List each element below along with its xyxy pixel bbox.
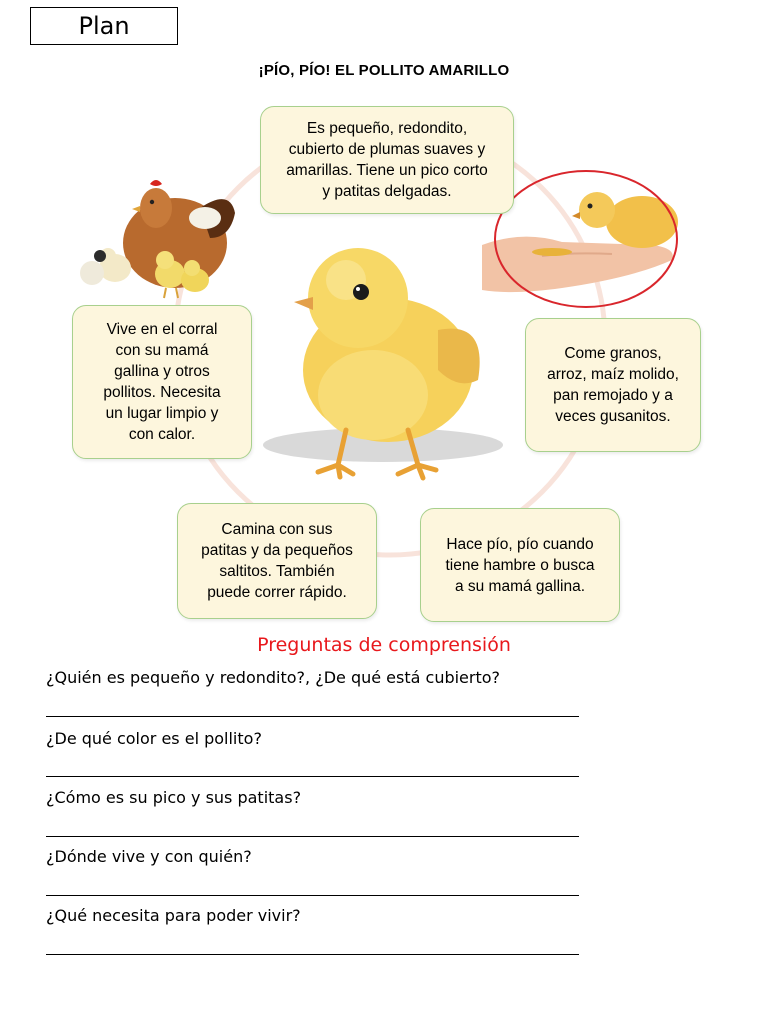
chick-eating-from-hand-image — [482, 160, 702, 315]
worksheet-title: ¡PÍO, PÍO! EL POLLITO AMARILLO — [258, 62, 510, 79]
card-movement-text: Camina con sus patitas y da pequeños saltitos. También puede correr rápido. — [201, 521, 353, 601]
hen-with-chicks-image — [70, 168, 238, 303]
yellow-chick-image — [258, 240, 508, 490]
answer-line-3[interactable] — [46, 836, 579, 837]
card-description-text: Es pequeño, redondito, cubierto de plumas suaves y amarillas. Tiene un pico corto y patitas delgadas. — [286, 120, 488, 200]
question-4: ¿Dónde vive y con quién? — [46, 847, 252, 866]
questions-title: Preguntas de comprensión — [257, 634, 511, 656]
question-3: ¿Cómo es su pico y sus patitas? — [46, 788, 302, 807]
question-1: ¿Quién es pequeño y redondito?, ¿De qué está cubierto? — [46, 668, 501, 687]
card-description — [260, 106, 514, 214]
card-food — [525, 318, 701, 452]
question-2: ¿De qué color es el pollito? — [46, 729, 262, 748]
answer-line-1[interactable] — [46, 716, 579, 717]
question-5: ¿Qué necesita para poder vivir? — [46, 906, 301, 925]
answer-line-5[interactable] — [46, 954, 579, 955]
card-sound-text: Hace pío, pío cuando tiene hambre o busca a su mamá gallina. — [445, 535, 595, 595]
plan-label: Plan — [78, 12, 130, 40]
answer-line-2[interactable] — [46, 776, 579, 777]
card-food-text: Come granos, arroz, maíz molido, pan remojado y a veces gusanitos. — [547, 345, 679, 425]
card-sound — [420, 508, 620, 622]
card-habitat — [72, 305, 252, 459]
card-habitat-text: Vive en el corral con su mamá gallina y otros pollitos. Necesita un lugar limpio y con calor. — [103, 321, 221, 443]
card-movement — [177, 503, 377, 619]
answer-line-4[interactable] — [46, 895, 579, 896]
